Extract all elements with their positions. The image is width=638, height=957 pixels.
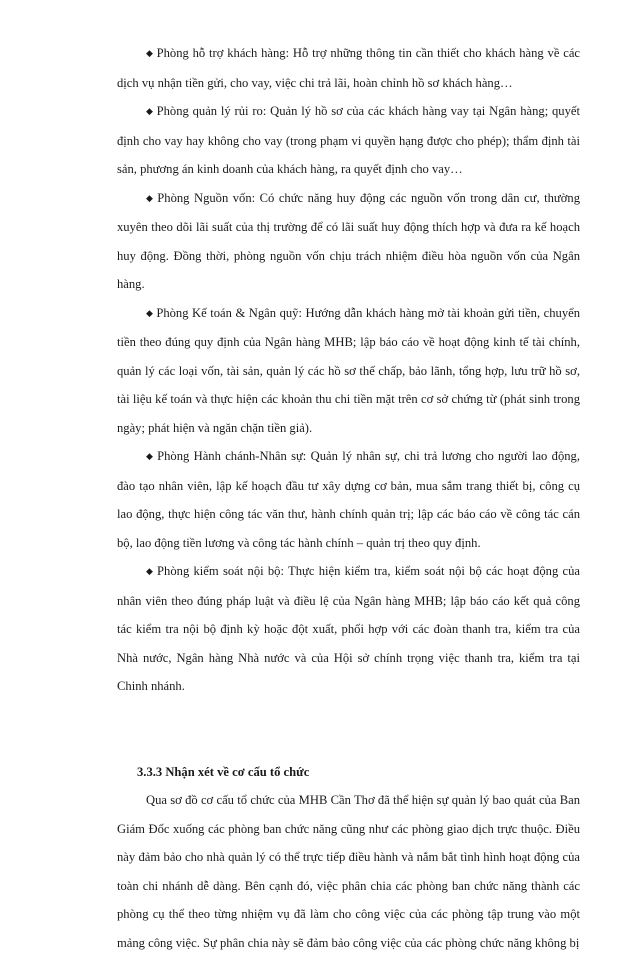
diamond-bullet-icon: ◆ [146, 307, 154, 318]
diamond-bullet-icon: ◆ [146, 566, 155, 576]
section-spacer [117, 701, 580, 758]
paragraph-text: Phòng quản lý rủi ro: Quản lý hồ sơ của các khách hàng vay tại Ngân hàng; quyết định cho vay hay không cho vay (trong phạm vi quyền hạng được cho phép); thẩm định tài sản, phương án kinh doanh của khách hàng, ra quyết định cho vay… [117, 104, 580, 176]
paragraph-text: Phòng Hành chánh-Nhân sự: Quản lý nhân sự, chi trả lương cho người lao động, đào tạo nhân viên, lập kế hoạch đầu tư xây dựng cơ bản, mua sắm trang thiết bị, công cụ lao động, thực hiện công tác văn thư, hành chính quản trị; lập các báo cáo về công tác cán bộ, lao động tiền lương và công tác hành chính – quản trị theo quy định. [117, 449, 581, 550]
diamond-bullet-icon: ◆ [146, 192, 155, 203]
bullet-paragraph-hr [117, 442, 580, 557]
bullet-paragraph-accounting [117, 299, 580, 443]
bullet-paragraph-audit [117, 557, 580, 701]
paragraph-text: Phòng kiểm soát nội bộ: Thực hiện kiểm tra, kiểm soát nội bộ các hoạt động của nhân viên theo đúng pháp luật và điều lệ của Ngân hàng MHB; lập báo cáo kết quả công tác kiểm tra nội bộ định kỳ hoặc đột xuất, phối hợp với các đoàn thanh tra, kiểm tra của Nhà nước, Ngân hàng Nhà nước và của Hội sở chính trọng việc thanh tra, kiểm tra tại Chinh nhánh. [117, 564, 580, 693]
diamond-bullet-icon: ◆ [146, 106, 154, 116]
diamond-bullet-icon: ◆ [146, 451, 155, 461]
diamond-bullet-icon: ◆ [146, 48, 154, 58]
paragraph-text: Phòng hỗ trợ khách hàng: Hỗ trợ những thông tin cần thiết cho khách hàng về các dịch vụ nhận tiền gửi, cho vay, việc chi trả lãi, hoàn chỉnh hồ sơ khách hàng… [117, 46, 580, 90]
bullet-paragraph-support [117, 39, 580, 97]
paragraph-text: Phòng Nguồn vốn: Có chức năng huy động các nguồn vốn trong dân cư, thường xuyên theo dõi lãi suất của thị trường để có lãi suất huy động thích hợp và đưa ra kế hoạch huy động. Đồng thời, phòng nguồn vốn chịu trách nhiệm điều hòa nguồn vốn của Ngân hàng. [117, 190, 581, 291]
document-page [117, 39, 580, 957]
bullet-paragraph-risk [117, 97, 580, 184]
section-heading: 3.3.3 Nhận xét về cơ cấu tổ chức [137, 764, 310, 779]
paragraph-text: Phòng Kế toán & Ngân quỹ: Hướng dẫn khách hàng mở tài khoản gửi tiền, chuyển tiền theo đúng quy định của Ngân hàng MHB; lập báo cáo về hoạt động kinh tế tài chính, quản lý các loại vốn, tài sản, quản lý các hồ sơ thế chấp, bảo lãnh, tổng hợp, lưu trữ hồ sơ, tài liệu kế toán và thực hiện các khoản thu chi tiền mặt trên cơ sở chứng từ (phát sinh trong ngày; phát hiện và ngăn chặn tiền giả). [117, 305, 581, 435]
bullet-paragraph-capital [117, 184, 580, 299]
section-paragraph: Qua sơ đồ cơ cấu tổ chức của MHB Cần Thơ đã thể hiện sự quản lý bao quát của Ban Giám Đốc xuống các phòng ban chức năng cũng như các phòng giao dịch trực thuộc. Điều này đảm bảo cho nhà quản lý có thể trực tiếp điều hành và nắm bắt tình hình hoạt động của toàn chi nhánh dễ dàng. Bên cạnh đó, việc phân chia các phòng ban chức năng thành các phòng cụ thể theo từng nhiệm vụ đã làm cho công việc của các phòng tập trung vào một mảng công việc. Sự phân chia này sẽ đảm bảo công việc của các phòng chức năng không bị [117, 793, 580, 950]
